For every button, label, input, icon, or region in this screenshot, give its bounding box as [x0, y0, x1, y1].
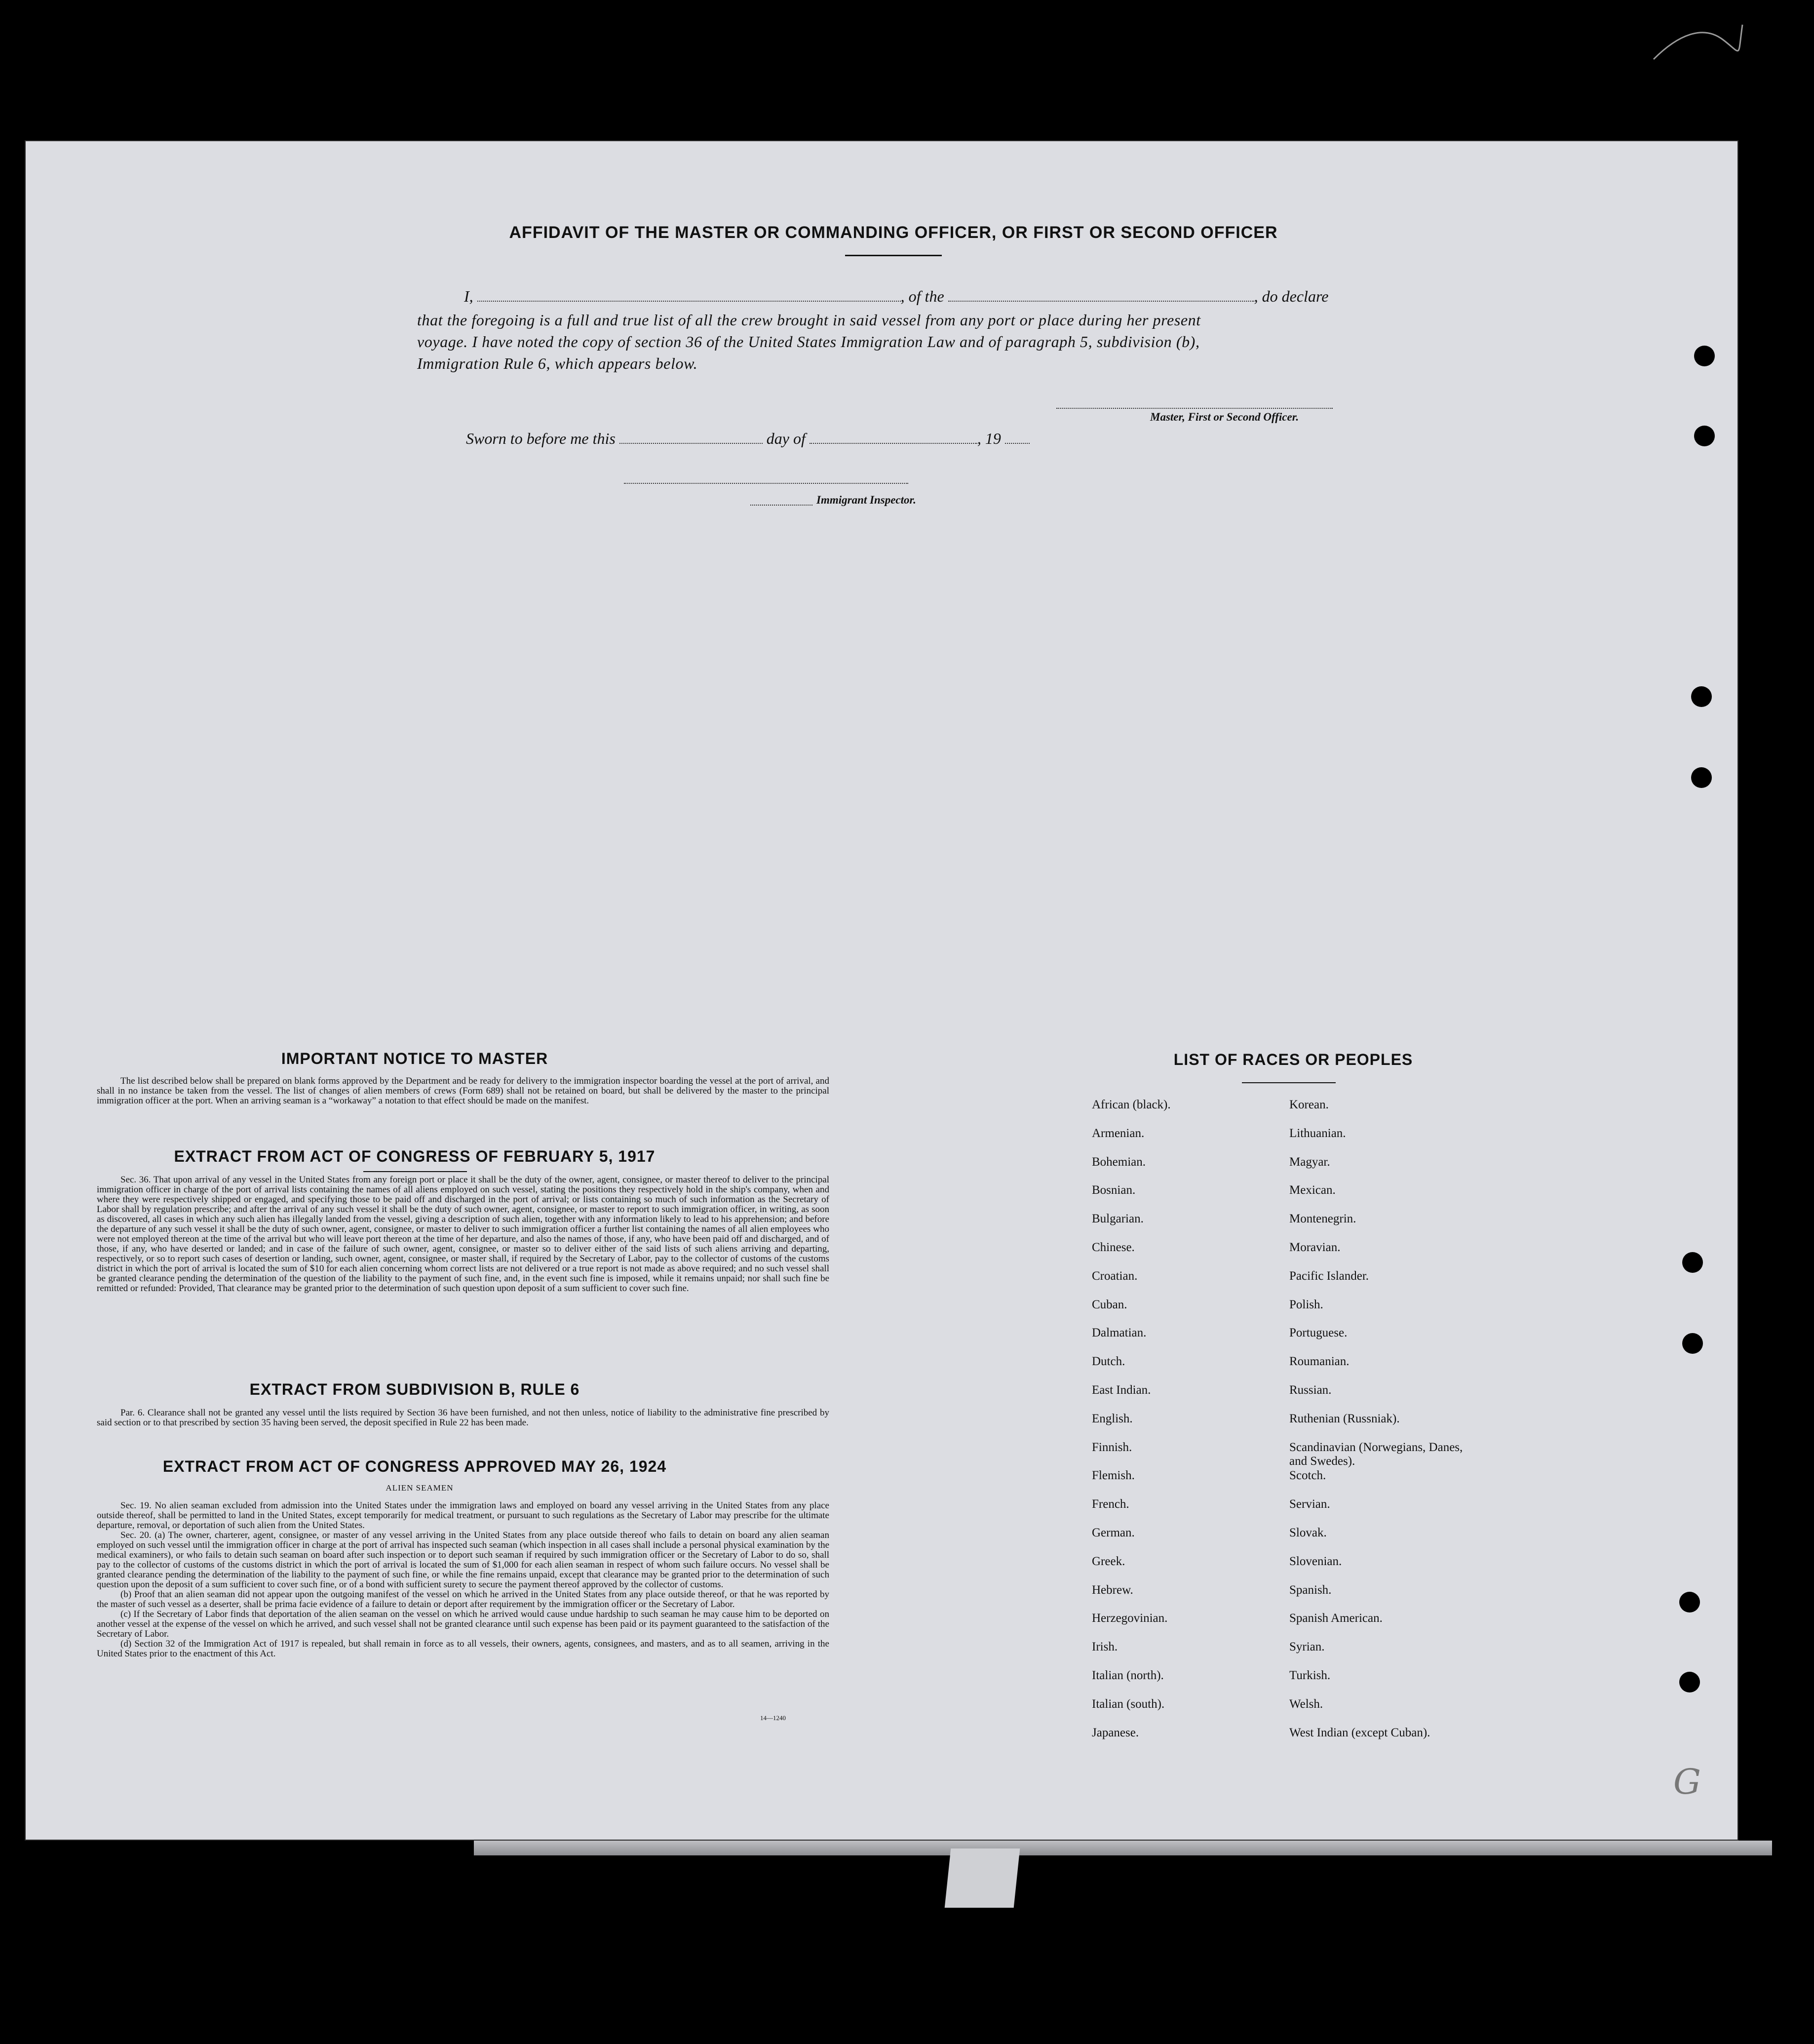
race-item: Italian (south). [1092, 1697, 1165, 1711]
race-item: Pacific Islander. [1289, 1269, 1369, 1283]
corner-scribble-mark [1649, 15, 1747, 69]
race-item: Hebrew. [1092, 1583, 1133, 1597]
race-item: Bulgarian. [1092, 1212, 1144, 1226]
master-signature-label: Master, First or Second Officer. [1150, 411, 1299, 423]
form-number: 14—1240 [760, 1714, 786, 1722]
race-item: Servian. [1289, 1497, 1330, 1511]
affidavit-line-2: that the foregoing is a full and true list of all the crew brought in said vessel from any port or place during her present [417, 311, 1201, 329]
race-item: Ruthenian (Russniak). [1289, 1412, 1400, 1425]
race-item: Bosnian. [1092, 1183, 1136, 1197]
punch-hole [1694, 426, 1715, 446]
race-item: Moravian. [1289, 1241, 1341, 1254]
extract-1924-body [97, 1501, 829, 1659]
affidavit-do-declare: , do declare [1254, 287, 1329, 305]
race-item: Chinese. [1092, 1241, 1135, 1254]
race-item: Greek. [1092, 1554, 1125, 1568]
race-item: Flemish. [1092, 1469, 1135, 1483]
punch-hole [1691, 686, 1712, 707]
handwritten-mark: G [1673, 1762, 1701, 1802]
race-item: African (black). [1092, 1098, 1171, 1111]
inspector-signature-line [624, 483, 908, 484]
master-signature-line [1056, 408, 1333, 409]
race-item: Italian (north). [1092, 1669, 1164, 1682]
sec-20d-paragraph: (d) Section 32 of the Immigration Act of 1917 is repealed, but shall remain in force as to all vessels, their owners, agents, consignees, and masters, and as to all seamen, arriving in the United States prior to the enactment of this Act. [97, 1639, 829, 1659]
vessel-blank [948, 288, 1254, 302]
year-text: , 19 [977, 430, 1001, 447]
name-blank [477, 288, 901, 302]
race-item: Scotch. [1289, 1469, 1326, 1483]
rule6-paragraph: Par. 6. Clearance shall not be granted any vessel until the lists required by Section 36 have been furnished, and not then unless, notice of liability to the administrative fine prescribed by said section or to that prescribed by section 35 having been served, the deposit specified in Rule 22 has been made. [97, 1408, 829, 1428]
affidavit-line-3: voyage. I have noted the copy of section 36 of the United States Immigration Law and of paragraph 5, subdivision (b), [417, 333, 1200, 351]
race-item: Polish. [1289, 1297, 1323, 1311]
punch-hole [1679, 1592, 1700, 1612]
extract-1924-title: EXTRACT FROM ACT OF CONGRESS APPROVED MAY 26, 1924 [162, 1457, 667, 1475]
section-36-paragraph: Sec. 36. That upon arrival of any vessel in the United States from any foreign port or place it shall be the duty of the owner, agent, consignee, or master thereof to deliver to the principal immigration officer in charge of the port of arrival lists containing the names of all aliens employed on such vessel, stating the positions they respectively hold in the ship's company, when and where they were respectively shipped or engaged, and specifying those to be paid off and discharged in the port of arrival; or lists containing so much of such information as the Secretary of Labor shall by regulation prescribe; and after the arrival of any such vessel it shall be the duty of such owner, agent, consignee, or master to report to such immigration officer, in writing, as soon as discovered, all cases in which any such alien has illegally landed from the vessel, giving a description of such alien, together with any information likely to lead to his apprehension; and before the departure of any such vessel it shall be the duty of such owner, agent, consignee, or master to deliver to such immigration officer a further list containing the names of all alien employees who were not employed thereon at the time of the arrival but who will leave port thereon at the time of her departure, and also the names of those, if any, who have been paid off and discharged, and of those, if any, who have deserted or landed; and in case of the failure of such owner, agent, consignee, or master so to deliver either of the said lists of such aliens arriving and departing, respectively, or so to report such cases of desertion or landing, such owner, agent, consignee, or master shall, if required by the Secretary of Labor, pay to the collector of customs of the customs district in which the port of arrival is located the sum of $10 for each alien concerning whom correct lists are not delivered or a true report is not made as above required; and no such vessel shall be granted clearance pending the determination of the question of the liability to the payment of such fine, and, in the event such fine is imposed, while it remains unpaid; nor shall such fine be remitted or refunded: Provided, That clearance may be granted prior to the determination of such question upon deposit of a sum sufficient to cover such fine. [97, 1175, 829, 1294]
race-item: German. [1092, 1526, 1135, 1539]
notice-body [97, 1076, 829, 1106]
sworn-line [466, 428, 1108, 449]
race-item: Finnish. [1092, 1440, 1132, 1454]
inspector-prefix-line [750, 505, 812, 506]
race-item: Roumanian. [1289, 1355, 1350, 1369]
sec-20c-paragraph: (c) If the Secretary of Labor finds that deportation of the alien seaman on the vessel on which he arrived would cause undue hardship to such seaman he may cause him to be deported on another vessel at the expense of the vessel on which he arrived, and such vessel shall not be granted clearance until such expense has been paid or its payment guaranteed to the satisfaction of the Secretary of Labor. [97, 1609, 829, 1639]
race-item: Mexican. [1289, 1183, 1336, 1197]
race-item: Croatian. [1092, 1269, 1138, 1283]
race-item: Montenegrin. [1289, 1212, 1356, 1226]
affidavit-line-4: Immigration Rule 6, which appears below. [417, 354, 698, 372]
year-blank [1005, 430, 1030, 444]
race-item: Slovenian. [1289, 1554, 1342, 1568]
day-of-text: day of [766, 430, 806, 447]
punch-hole [1679, 1672, 1700, 1692]
race-item: Dutch. [1092, 1355, 1125, 1369]
race-item: Cuban. [1092, 1297, 1127, 1311]
extract-rule6-title: EXTRACT FROM SUBDIVISION B, RULE 6 [249, 1380, 580, 1398]
punch-hole [1682, 1333, 1703, 1354]
race-item: Dalmatian. [1092, 1326, 1147, 1340]
sec-19-paragraph: Sec. 19. No alien seaman excluded from admission into the United States under the immigration laws and employed on board any vessel arriving in the United States from any place outside thereof, shall be permitted to land in the United States, except temporarily for medical treatment, or pursuant to such regulations as the Secretary of Labor may prescribe for the ultimate departure, removal, or deportation of such alien from the United States. [97, 1500, 829, 1531]
race-item: Japanese. [1092, 1726, 1139, 1739]
paper-tab [945, 1848, 1020, 1908]
race-item: Irish. [1092, 1640, 1118, 1654]
sec-20a-paragraph: Sec. 20. (a) The owner, charterer, agent, consignee, or master of any vessel arriving in the United States from any place outside thereof who fails to detain on board any alien seaman employed on such vessel until the immigration officer in charge at the port of arrival has inspected such seaman (which inspection in all cases shall include a personal physical examination by the medical examiners), or who fails to detain such seaman on board after such inspection or to deport such seaman if required by such immigration officer or the Secretary of Labor to do so, shall pay to the collector of customs of the customs district in which the port of arrival is located the sum of $1,000 for each alien seaman in respect of whom such failure occurs. No vessel shall be granted clearance pending the determination of the liability to the payment of such fine, or while the fine remains unpaid, except that clearance may be granted prior to the determination of such question upon the deposit of a sum sufficient to cover such fine, or of a bond with sufficient surety to secure the payment thereof approved by the collector of customs. [97, 1530, 829, 1590]
punch-hole [1691, 767, 1712, 788]
race-item: Bohemian. [1092, 1155, 1146, 1169]
race-item: Russian. [1289, 1383, 1332, 1397]
race-item: Herzegovinian. [1092, 1612, 1168, 1625]
race-item: Welsh. [1289, 1697, 1323, 1711]
month-blank [810, 430, 977, 444]
affidavit-title: AFFIDAVIT OF THE MASTER OR COMMANDING OFFICER, OR FIRST OR SECOND OFFICER [509, 223, 1278, 242]
races-underline [1242, 1082, 1336, 1083]
affidavit-of-the: , of the [900, 287, 944, 305]
affidavit-line-1 [464, 285, 1372, 307]
race-item: Slovak. [1289, 1526, 1327, 1539]
alien-seamen-subtitle: ALIEN SEAMEN [386, 1483, 454, 1493]
race-item: English. [1092, 1412, 1133, 1425]
race-item: Armenian. [1092, 1126, 1145, 1140]
inspector-label: Immigrant Inspector. [816, 494, 916, 506]
extract-1917-title: EXTRACT FROM ACT OF CONGRESS OF FEBRUARY 5, 1917 [174, 1147, 656, 1165]
race-item: West Indian (except Cuban). [1289, 1726, 1430, 1739]
race-item: Scandinavian (Norwegians, Danes, and Swedes). [1289, 1440, 1463, 1468]
extract-1917-body [97, 1175, 829, 1294]
notice-paragraph: The list described below shall be prepared on blank forms approved by the Department and be ready for delivery to the immigration inspector boarding the vessel at the port of arrival, and shall in no instance be taken from the vessel. The list of changes of alien members of crews (Form 689) shall not be retained on board, but shall be delivered by the master to the principal immigration officer at the port. When an arriving seaman is a “workaway” a notation to that effect should be made on the manifest. [97, 1076, 829, 1106]
races-title: LIST OF RACES OR PEOPLES [1173, 1051, 1413, 1068]
affidavit-i: I, [464, 287, 473, 305]
race-item: Lithuanian. [1289, 1126, 1346, 1140]
notice-title: IMPORTANT NOTICE TO MASTER [281, 1050, 548, 1067]
race-item: Spanish. [1289, 1583, 1332, 1597]
race-item: Korean. [1289, 1098, 1329, 1111]
sec-20b-paragraph: (b) Proof that an alien seaman did not appear upon the outgoing manifest of the vessel on which he arrived in the United States from any place outside thereof, or that he was reported by the master of such vessel as a deserter, shall be prima facie evidence of a failure to detain or deport after requirement by the immigration officer or the Secretary of Labor. [97, 1589, 829, 1610]
race-item: Syrian. [1289, 1640, 1325, 1654]
page-bottom-edge [474, 1841, 1772, 1855]
punch-hole [1682, 1252, 1703, 1273]
race-item: Spanish American. [1289, 1612, 1383, 1625]
sworn-text: Sworn to before me this [466, 430, 616, 447]
race-item: Portuguese. [1289, 1326, 1348, 1340]
race-item: French. [1092, 1497, 1129, 1511]
title-underline [845, 255, 942, 256]
race-item: Turkish. [1289, 1669, 1331, 1682]
punch-hole [1694, 346, 1715, 366]
day-blank [619, 430, 763, 444]
race-item: East Indian. [1092, 1383, 1151, 1397]
race-item: Magyar. [1289, 1155, 1330, 1169]
extract-1917-underline [363, 1171, 467, 1172]
extract-rule6-body [97, 1408, 829, 1428]
